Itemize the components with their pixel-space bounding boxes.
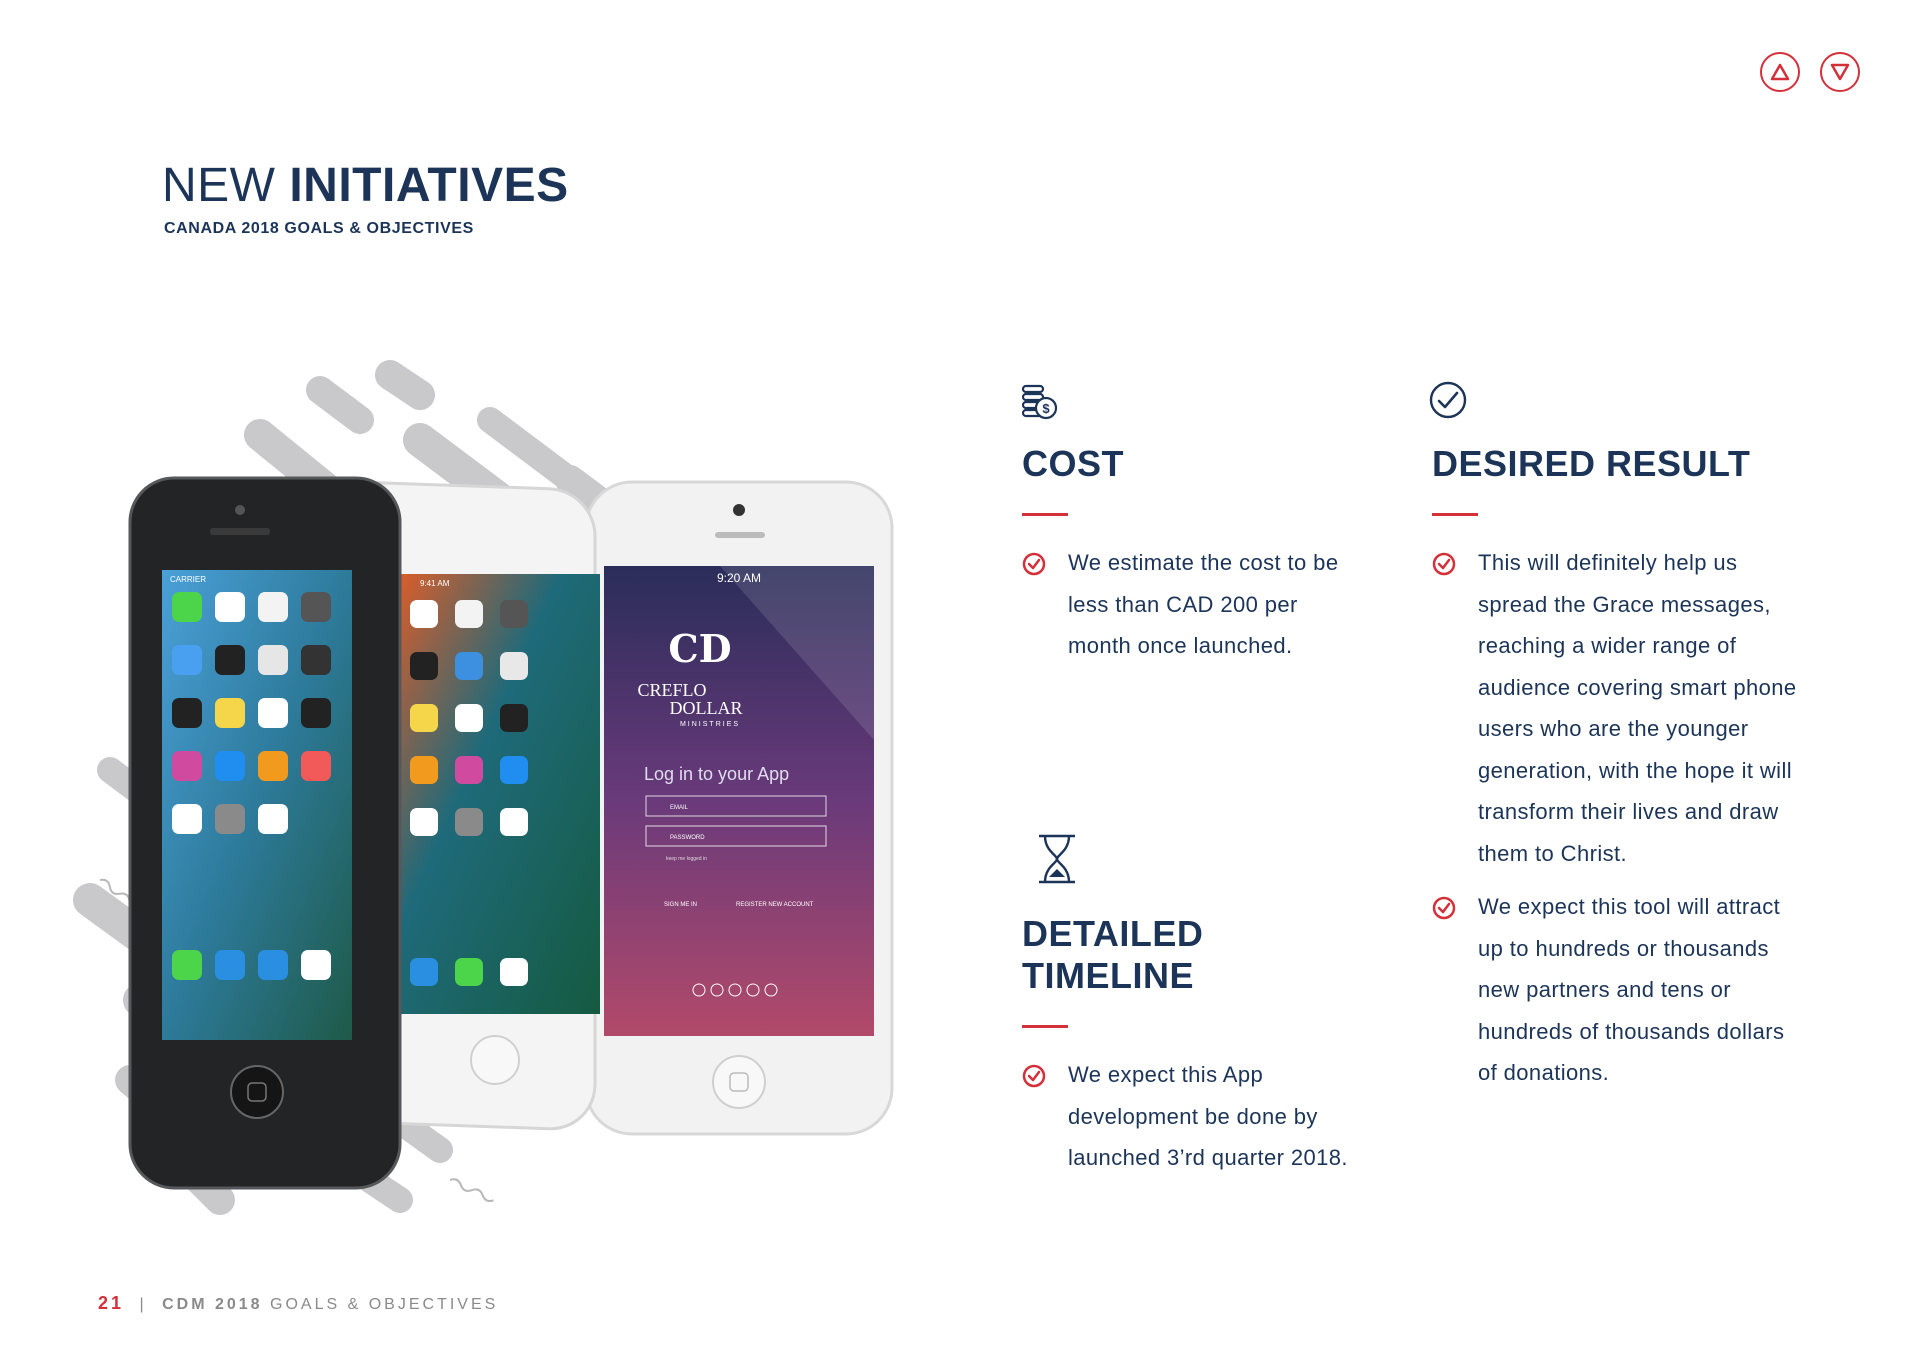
cost-divider bbox=[1022, 513, 1068, 516]
app-time: 9:20 AM bbox=[716, 571, 762, 585]
page-subtitle: CANADA 2018 GOALS & OBJECTIVES bbox=[164, 220, 474, 237]
timeline-item bbox=[1022, 1054, 1362, 1179]
app-phone bbox=[586, 482, 892, 1134]
app-sign-in: SIGN ME IN bbox=[664, 902, 698, 908]
app-brand-mid: DOLLAR bbox=[669, 698, 743, 718]
result-item bbox=[1432, 542, 1802, 874]
app-password-label: PASSWORD bbox=[670, 835, 705, 841]
checkmark-circle-icon bbox=[1428, 380, 1468, 420]
app-brand-top: CREFLO bbox=[637, 680, 707, 700]
footer-brand: CDM 2018 bbox=[162, 1296, 263, 1313]
triangle-up-icon bbox=[1769, 62, 1791, 82]
title-bold: INITIATIVES bbox=[289, 159, 569, 212]
result-item bbox=[1432, 886, 1802, 1094]
timeline-item-text: We expect this App development be done by launched 3’rd quarter 2018. bbox=[1068, 1062, 1348, 1170]
title-light: NEW bbox=[162, 159, 276, 212]
result-divider bbox=[1432, 513, 1478, 516]
phones-illustration bbox=[70, 360, 900, 1240]
svg-text:CD: CD bbox=[668, 626, 732, 671]
black-ios-phone bbox=[130, 478, 400, 1188]
coins-dollar-icon bbox=[1020, 382, 1058, 422]
app-register: REGISTER NEW ACCOUNT bbox=[736, 902, 814, 908]
black-phone-carrier: CARRIER bbox=[170, 575, 207, 584]
cost-item bbox=[1022, 542, 1362, 667]
result-item-text: We expect this tool will attract up to hundreds or thousands new partners and tens or hundreds of thousands dollars of donations. bbox=[1478, 894, 1785, 1085]
previous-page-button[interactable] bbox=[1760, 52, 1800, 92]
footer-separator: | bbox=[139, 1296, 147, 1313]
cost-item-text: We estimate the cost to be less than CAD 200 per month once launched. bbox=[1068, 550, 1339, 658]
app-brand-sub: MINISTRIES bbox=[679, 721, 741, 728]
triangle-down-icon bbox=[1829, 62, 1851, 82]
app-login-title: Log in to your App bbox=[644, 764, 790, 784]
app-email-label: EMAIL bbox=[670, 805, 689, 811]
page-number: 21 bbox=[98, 1293, 125, 1313]
result-item-text: This will definitely help us spread the Grace messages, reaching a wider range of audience covering smart phone users who are the younger generation, with the hope it will transform their lives and draw them to Christ. bbox=[1478, 550, 1797, 866]
timeline-divider bbox=[1022, 1025, 1068, 1028]
page-footer bbox=[98, 1293, 498, 1314]
cost-heading: COST bbox=[1022, 443, 1125, 484]
page-title bbox=[162, 158, 569, 213]
footer-section: GOALS & OBJECTIVES bbox=[270, 1296, 499, 1313]
check-circle-icon bbox=[1432, 896, 1456, 920]
result-heading: DESIRED RESULT bbox=[1432, 443, 1751, 484]
next-page-button[interactable] bbox=[1820, 52, 1860, 92]
app-remember: keep me logged in bbox=[666, 856, 707, 862]
hourglass-icon bbox=[1035, 833, 1079, 885]
timeline-section bbox=[1022, 913, 1362, 1179]
result-section bbox=[1432, 443, 1802, 1094]
cost-section bbox=[1022, 443, 1362, 667]
check-circle-icon bbox=[1432, 552, 1456, 576]
timeline-heading-line2: TIMELINE bbox=[1022, 955, 1194, 996]
timeline-heading-line1: DETAILED bbox=[1022, 913, 1204, 954]
svg-text:$: $ bbox=[1042, 401, 1050, 416]
check-circle-icon bbox=[1022, 1064, 1046, 1088]
check-circle-icon bbox=[1022, 552, 1046, 576]
white-phone-time: 9:41 AM bbox=[420, 579, 450, 588]
